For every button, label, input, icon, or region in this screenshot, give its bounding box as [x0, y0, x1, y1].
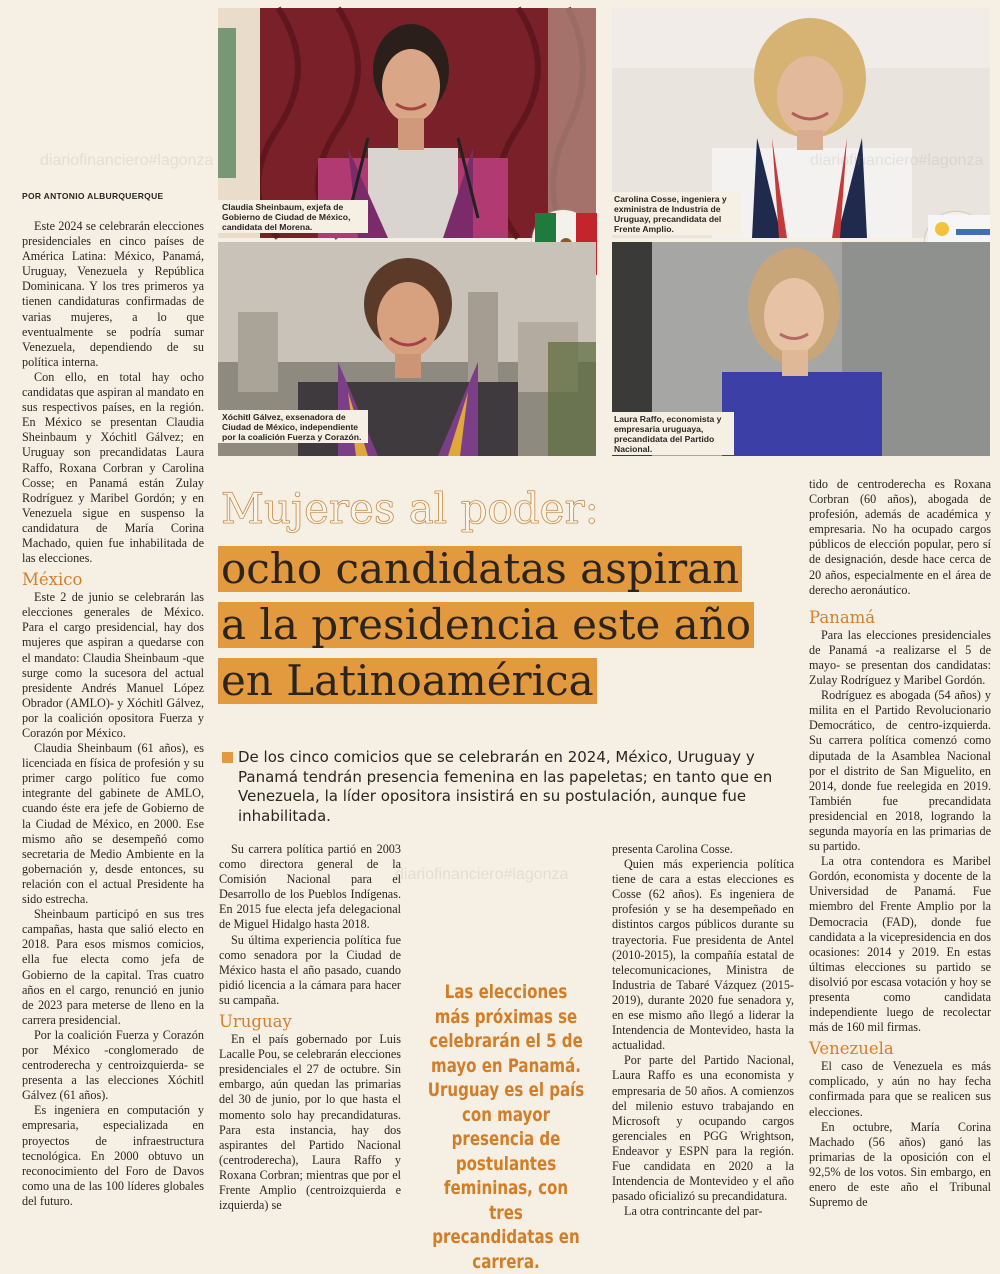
column-2 [219, 842, 401, 1213]
section-heading-panama: Panamá [809, 607, 876, 627]
caption-cosse: Carolina Cosse, ingeniera y exministra de Industria de Uruguay, precandidata del Frente Amplio. [610, 192, 742, 235]
paragraph: En octubre, María Corina Machado (56 años) ganó las primarias de la oposición con el 92,5% de los votos. Sin embargo, en enero de este año el Tribunal Supremo de [809, 1119, 991, 1210]
dek: De los cinco comicios que se celebrarán en 2024, México, Uruguay y Panamá tendrán presencia femenina en las papeletas; en tanto que en Venezuela, la líder opositora insistirá en su postulación, aunque fue inhabilitada. [238, 748, 773, 825]
paragraph: En el país gobernado por Luis Lacalle Pou, se celebrarán elecciones presidenciales el 27 de octubre. Sin embargo, aún quedan las primarias del 30 de junio, por lo que hasta el momento solo hay precandidaturas. Para esta instancia, hay dos aspirantes del Partido Nacional (centroderecha), Laura Raffo y Roxana Corbran; mientras que por el Frente Amplio (centroizquierda e izquierda) se [219, 1032, 401, 1213]
dek-marker [222, 752, 233, 763]
headline-line-1: Mujeres al poder: [221, 484, 599, 533]
paragraph: Con ello, en total hay ocho candidatas que aspiran al mandato en sus respectivos países, en la región. En México se presentan Claudia Sheinbaum y Xóchitl Gálvez; en Uruguay son precandidatas Laura Raffo, Roxana Corbran y Carolina Cosse; en Panamá están Zulay Rodríguez y Maribel Gordón; y en Venezuela sigue en suspenso la candidatura de María Corina Machado, quien fue inhabilitada de las elecciones. [22, 369, 204, 566]
paragraph: Quien más experiencia política tiene de cara a estas elecciones es Cosse (62 años). Es ingeniera de profesión y se ha desempeñado en distintos cargos públicos durante su trayectoria. Fue presidenta de Antel (2010-2015), la compañía estatal de telecomunicaciones, Ministra de Industria de Tabaré Vázquez (2015-2019), durante 2020 fue senadora y, en ese mismo año llegó a liderar la Intendencia de Montevideo, hasta la actualidad. [612, 857, 794, 1053]
paragraph: La otra contendora es Maribel Gordón, economista y docente de la Universidad de Panamá. Fue miembro del Frente Amplio por la Democracia (FAD), donde fue candidata a la vicepresidencia en dos ocasiones: 2014 y 2019. En estas últimas elecciones su partido se disolvió por escasa votación y hoy se presenta como candidata independiente luego de recolectar más de 160 mil firmas. [809, 854, 991, 1035]
column-4 [809, 477, 991, 1210]
headline-line-2: ocho candidatas aspiran [218, 546, 742, 592]
paragraph: Este 2 de junio se celebrarán las elecciones generales de México. Para el cargo presidencial, hay dos mujeres que aspiran a quedarse con el mandato: Claudia Sheinbaum -que surge como la sucesora del actual presidente Andrés Manuel López Obrador (AMLO)- y Xóchitl Gálvez, por la coalición opositora Fuerza y Corazón por México. [22, 590, 204, 740]
paragraph: tido de centroderecha es Roxana Corbran (60 años), abogada de profesión, además de académica y empresaria. No ha ocupado cargos públicos de elección popular, pero sí de designación, desde hace cerca de 20 años, especialmente en el área de derecho aeronáutico. [809, 477, 991, 597]
column-1 [22, 219, 204, 1209]
headline-line-4: en Latinoamérica [218, 658, 597, 704]
paragraph: Este 2024 se celebrarán elecciones presidenciales en cinco países de América Latina: México, Panamá, Uruguay, Venezuela y República Dominicana. Y los tres primeros ya tienen candidaturas confirmadas de varias mujeres, a lo que eventualmente se podría sumar Venezuela, dependiendo de su política interna. [22, 219, 204, 369]
paragraph: Por parte del Partido Nacional, Laura Raffo es una economista y empresaria de 50 años. A comienzos del milenio estuvo trabajando en Microsoft y ocupando cargos gerenciales en PGG Wrightson, Endeavor y ESPN para la región. Fue candidata en 2020 a la Intendencia de Montevideo y el año pasado oficializó su precandidatura. [612, 1053, 794, 1204]
watermark: diariofinanciero#lagonza [40, 152, 214, 169]
section-heading-venezuela: Venezuela [809, 1039, 894, 1059]
section-heading-uruguay: Uruguay [219, 1012, 292, 1032]
column-3 [612, 842, 794, 1219]
headline-line-3: a la presidencia este año [218, 602, 754, 648]
paragraph: Su carrera política partió en 2003 como directora general de la Comisión Nacional para el Desarrollo de los Pueblos Indígenas. En 2015 fue electa jefa delegacional de Miguel Hidalgo hasta 2018. [219, 842, 401, 932]
caption-sheinbaum: Claudia Sheinbaum, exjefa de Gobierno de Ciudad de México, candidata del Morena. [218, 200, 368, 233]
paragraph: Sheinbaum participó en sus tres campañas, hasta que salió electo en 2018. Para esos mismos comicios, ella fue electa como jefa de Gobierno de la capital. Tras cuatro años en el cargo, renunció en junio de 2023 para meterse de lleno en la carrera presidencial. [22, 907, 204, 1027]
caption-raffo: Laura Raffo, economista y empresaria uruguaya, precandidata del Partido Nacional. [610, 412, 734, 455]
pull-quote: Las elecciones más próximas se celebrarán el 5 de mayo en Panamá. Uruguay es el país con mayor presencia de postulantes femininas, con tres precandidatas en carrera. [427, 981, 585, 1273]
paragraph: presenta Carolina Cosse. [612, 842, 733, 856]
paragraph: Es ingeniera en computación y empresaria, especializada en proyectos de infraestructura tecnológica. En 2000 obtuvo un reconocimiento del Foro de Davos como una de las 100 líderes globales del futuro. [22, 1103, 204, 1208]
section-heading-mexico: México [22, 570, 83, 590]
watermark: diariofinanciero#lagonza [395, 866, 569, 883]
paragraph: El caso de Venezuela es más complicado, y aún no hay fecha confirmada para que se realicen sus elecciones. [809, 1059, 991, 1119]
paragraph: Rodríguez es abogada (54 años) y milita en el Partido Revolucionario Democrático, de centro-izquierda. Su carrera política comenzó como diputada de la Asamblea Nacional por el distrito de San Miguelito, en 2014, donde fue reelegida en 2019. También fue precandidata presidencial en 2018, logrando la segunda mayoría en las primarias de su partido. [809, 688, 991, 854]
paragraph: La otra contrincante del par- [624, 1204, 763, 1219]
paragraph: Por la coalición Fuerza y Corazón por México -conglomerado de centroderecha y centroizquierda- se presenta a las elecciones Xóchitl Gálvez (61 años). [22, 1027, 204, 1103]
caption-galvez: Xóchitl Gálvez, exsenadora de Ciudad de México, independiente por la coalición Fuerza y Corazón. [218, 410, 368, 443]
byline: POR ANTONIO ALBURQUERQUE [22, 191, 164, 201]
paragraph: Para las elecciones presidenciales de Panamá -a realizarse el 5 de mayo- se presentan dos candidatas: Zulay Rodríguez y Maribel Gordón. [809, 627, 991, 688]
paragraph: Claudia Sheinbaum (61 años), es licenciada en física de profesión y su primer cargo político fue como integrante del gabinete de AMLO, cuando éste era jefe de Gobierno de la Ciudad de México, en 2000. Ese mismo año se desempeñó como secretaria de Medio Ambiente en la gobernación y, desde entonces, su relación con el actual Presidente ha sido estrecha. [22, 741, 204, 907]
paragraph: Su última experiencia política fue como senadora por la Ciudad de México hasta el año pasado, cuando pidió licencia a la cámara para hacer su campaña. [219, 932, 401, 1007]
